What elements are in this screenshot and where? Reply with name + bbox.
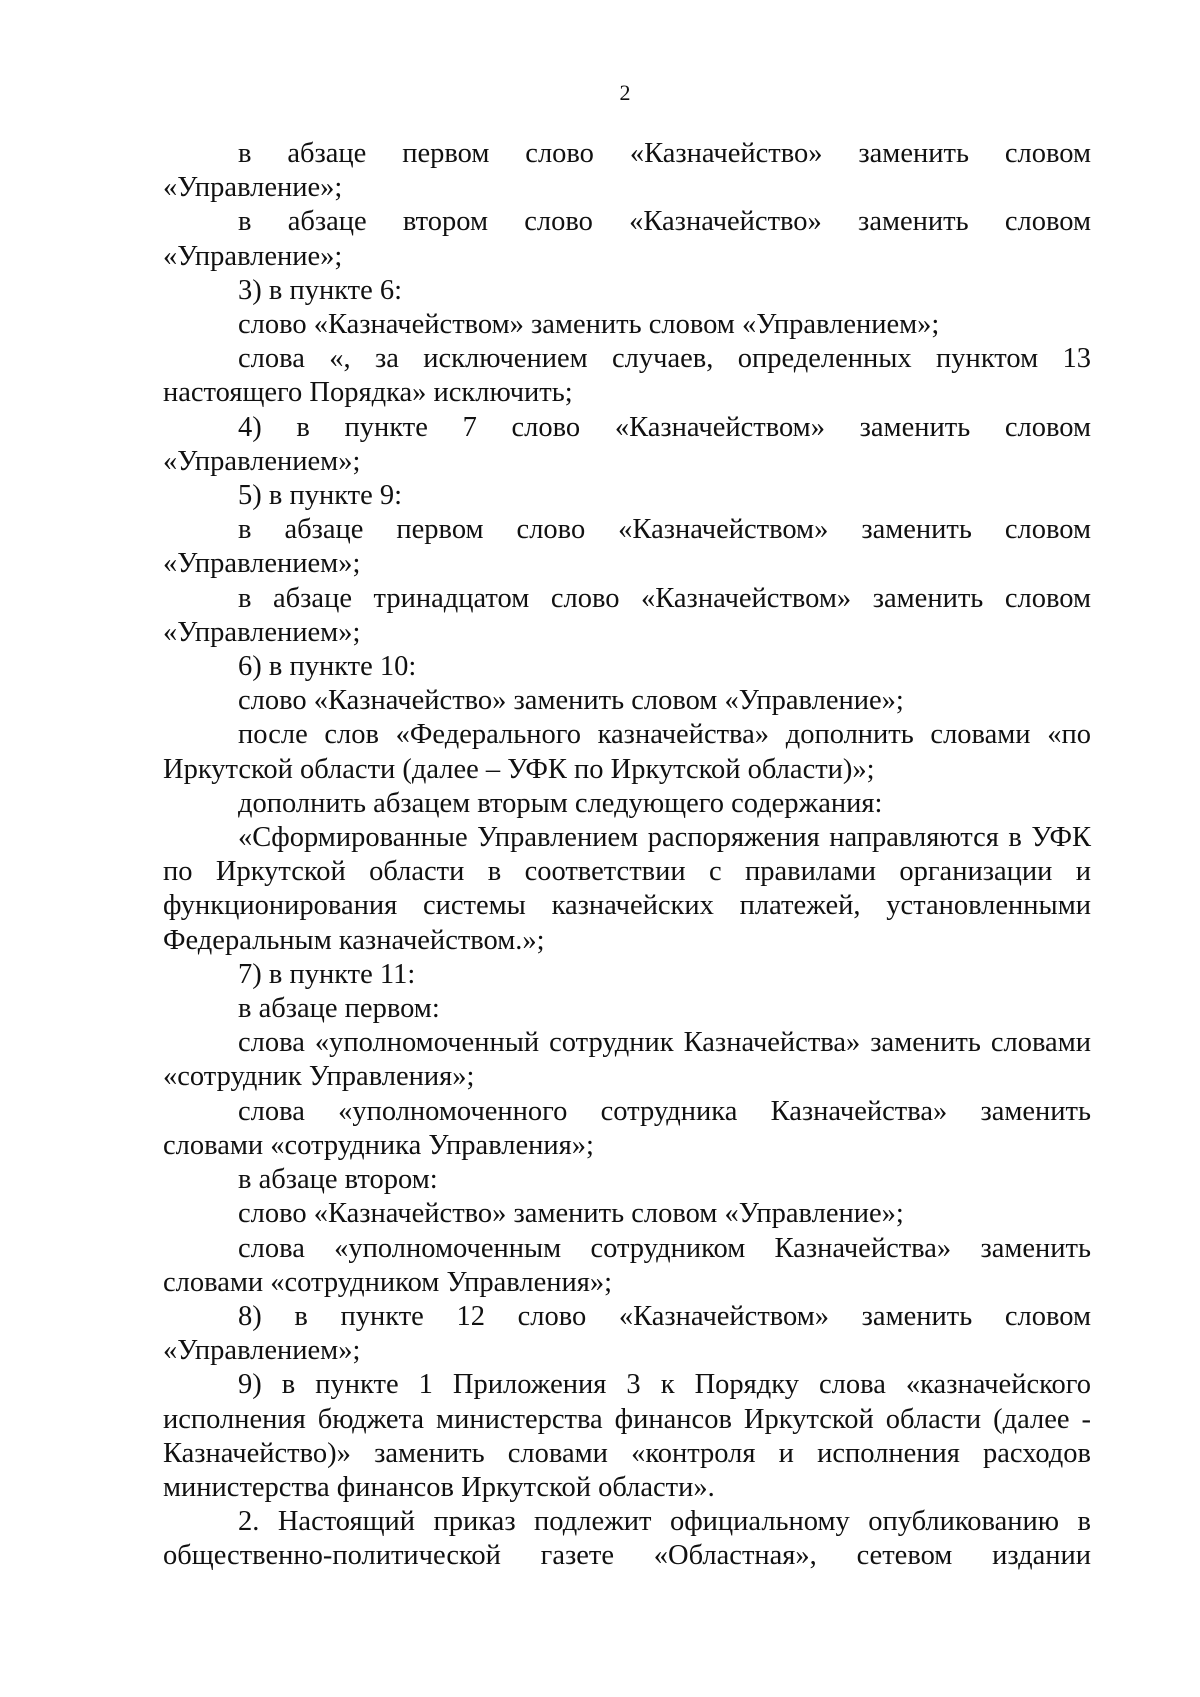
paragraph: 6) в пункте 10: bbox=[238, 651, 417, 683]
paragraph: слова «уполномоченным сотрудником Казначейства» заменить словами «сотрудником Управления»; bbox=[163, 1232, 1091, 1298]
paragraph: в абзаце втором слово «Казначейство» заменить словом «Управление»; bbox=[163, 206, 1091, 272]
paragraph: 9) в пункте 1 Приложения 3 к Порядку слова «казначейского исполнения бюджета министерства финансов Иркутской области (далее - Казначейство)» заменить словами «контроля и исполнения расходов министерства финансов Иркутской области». bbox=[163, 1369, 1091, 1503]
paragraph: 2. Настоящий приказ подлежит официальному опубликованию в общественно-политической газете «Областная», сетевом издании bbox=[163, 1506, 1091, 1572]
paragraph: слова «, за исключением случаев, определенных пунктом 13 настоящего Порядка» исключить; bbox=[163, 343, 1091, 409]
paragraph: в абзаце втором: bbox=[238, 1164, 438, 1196]
paragraph: слово «Казначейство» заменить словом «Управление»; bbox=[238, 1198, 904, 1230]
paragraph: 8) в пункте 12 слово «Казначейством» заменить словом «Управлением»; bbox=[163, 1300, 1091, 1367]
paragraph: «Сформированные Управлением распоряжения направляются в УФК по Иркутской области в соответствии с правилами организации и функционирования системы казначейских платежей, установленными Федеральным казначейством.»; bbox=[163, 822, 1091, 956]
paragraph: после слов «Федерального казначейства» дополнить словами «по Иркутской области (далее – УФК по Иркутской области)»; bbox=[163, 719, 1091, 785]
paragraph: в абзаце первом: bbox=[238, 993, 440, 1025]
paragraph: 4) в пункте 7 слово «Казначейством» заменить словом «Управлением»; bbox=[163, 411, 1091, 477]
document-body bbox=[163, 137, 1091, 1574]
page-number: 2 bbox=[619, 80, 631, 105]
paragraph: в абзаце тринадцатом слово «Казначейством» заменить словом «Управлением»; bbox=[163, 582, 1091, 648]
paragraph: слово «Казначейством» заменить словом «Управлением»; bbox=[238, 309, 940, 341]
paragraph: слово «Казначейство» заменить словом «Управление»; bbox=[238, 685, 904, 717]
paragraph: слова «уполномоченного сотрудника Казначейства» заменить словами «сотрудника Управления»; bbox=[163, 1095, 1091, 1161]
paragraph: 7) в пункте 11: bbox=[238, 958, 416, 990]
paragraph: в абзаце первом слово «Казначейство» заменить словом «Управление»; bbox=[163, 138, 1091, 204]
paragraph: в абзаце первом слово «Казначейством» заменить словом «Управлением»; bbox=[163, 514, 1091, 580]
paragraph: слова «уполномоченный сотрудник Казначейства» заменить словами «сотрудник Управления»; bbox=[163, 1027, 1091, 1093]
paragraph: дополнить абзацем вторым следующего содержания: bbox=[238, 787, 883, 819]
paragraph: 5) в пункте 9: bbox=[238, 480, 403, 512]
paragraph: 3) в пункте 6: bbox=[238, 274, 403, 306]
